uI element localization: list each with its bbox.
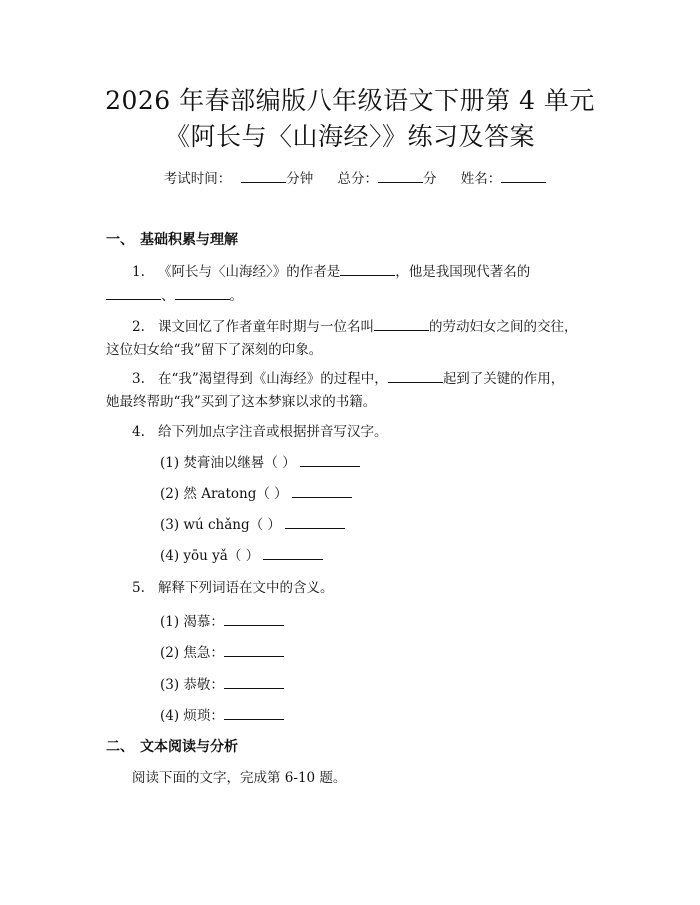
question-2-line-2: 这位妇女给“我”留下了深刻的印象。: [106, 342, 323, 358]
reading-intro: 阅读下面的文字，完成第 6-10 题。: [132, 770, 347, 786]
q4-item-3: (3) wú chǎng（ ）: [160, 514, 345, 535]
question-4: 4. 给下列加点字注音或根据拼音写汉字。: [132, 424, 388, 440]
q5-item-4: (4) 烦琐：: [160, 705, 284, 726]
q5-item-2: (2) 焦急：: [160, 642, 284, 663]
question-1: 1. 《阿长与〈山海经〉》的作者是 ，他是我国现代著名的: [132, 261, 530, 282]
q4-item-1: (1) 焚膏油以继晷（ ）: [160, 452, 360, 473]
name-blank[interactable]: [501, 168, 546, 183]
name-field: 姓名：: [461, 171, 547, 187]
exam-meta: [0, 168, 700, 189]
q4-item-2: (2) 然 Aratong（ ）: [160, 483, 352, 504]
title-line-2: 《阿长与〈山海经〉》练习及答案: [164, 122, 535, 151]
q5-item-3: (3) 恭敬：: [160, 674, 284, 695]
section-2-heading: 二、 文本阅读与分析: [106, 739, 238, 755]
time-field: 考试时间： 分钟: [154, 171, 314, 187]
question-3: 3. 在“我”渴望得到《山海经》的过程中， 起到了关键的作用，: [132, 368, 564, 389]
q5-item-1: (1) 渴慕：: [160, 611, 284, 632]
q4-item-4: (4) yōu yǎ（ ）: [160, 545, 323, 566]
q5-item-1-blank[interactable]: [224, 611, 284, 626]
question-2: 2. 课文回忆了作者童年时期与一位名叫 的劳动妇女之间的交往，: [132, 316, 578, 337]
q5-item-3-blank[interactable]: [224, 674, 284, 689]
q4-item-2-blank[interactable]: [292, 483, 352, 498]
question-3-line-2: 她最终帮助“我”买到了这本梦寐以求的书籍。: [106, 394, 377, 410]
section-1-heading: 一、 基础积累与理解: [106, 232, 238, 248]
q4-item-3-blank[interactable]: [285, 514, 345, 529]
q1-blank-2[interactable]: [175, 285, 230, 300]
title-line-1: 2026 年春部编版八年级语文下册第 4 单元: [105, 86, 595, 115]
question-1-line-2: 、 。: [106, 285, 243, 306]
q2-blank[interactable]: [374, 316, 429, 331]
question-5: 5. 解释下列词语在文中的含义。: [132, 580, 334, 596]
q1-blank-author[interactable]: [340, 261, 395, 276]
q4-item-1-blank[interactable]: [300, 452, 360, 467]
q4-item-4-blank[interactable]: [263, 545, 323, 560]
score-field: 总分： 分: [338, 171, 437, 187]
q3-blank[interactable]: [388, 368, 443, 383]
q5-item-4-blank[interactable]: [224, 705, 284, 720]
q5-item-2-blank[interactable]: [224, 642, 284, 657]
time-blank[interactable]: [241, 168, 286, 183]
score-blank[interactable]: [378, 168, 423, 183]
q1-blank-1[interactable]: [106, 285, 161, 300]
